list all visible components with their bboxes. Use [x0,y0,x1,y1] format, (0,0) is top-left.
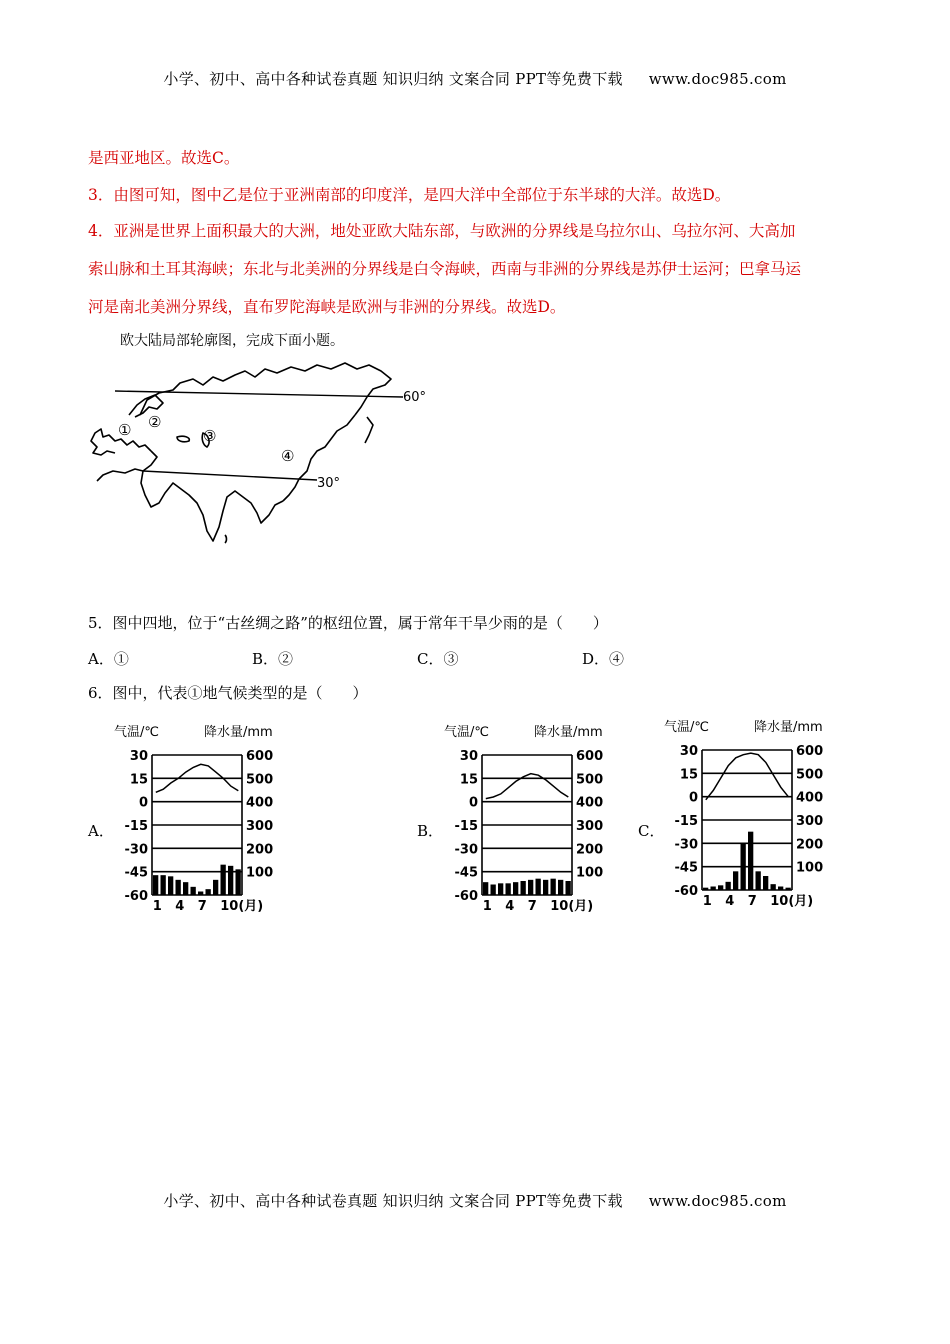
temp-tick-label: -15 [454,819,478,834]
temp-tick-label: 15 [679,767,698,783]
precip-tick-label: 100 [576,865,604,881]
map-marker-4: ④ [281,447,295,465]
precip-bar [498,883,503,895]
lat-label-30: 30° [317,476,341,491]
precip-bar [748,832,753,890]
month-tick-label: 10(月) [550,899,594,914]
month-tick-label: 1 [152,899,162,914]
precip-bar [513,882,518,895]
precip-bar [206,889,211,895]
precip-tick-label: 400 [246,795,274,811]
precip-tick-label: 100 [246,865,274,881]
map-intro: 欧大陆局部轮廓图，完成下面小题。 [120,333,344,349]
precip-bar [741,843,746,890]
precip-bar [153,875,158,895]
map-marker-2: ② [148,413,162,431]
precip-bar [756,871,761,890]
precip-bar [176,880,181,895]
precip-bar [236,869,241,895]
precip-bar [528,880,533,895]
precip-bar [771,884,776,890]
precip-axis-title: 降水量/mm [754,720,823,735]
precip-bar [213,880,218,895]
answer-line-5: 河是南北美洲分界线，直布罗陀海峡是欧洲与非洲的分界线。故选D。 [88,298,566,316]
precip-bar [483,882,488,895]
temp-tick-label: 15 [459,772,478,788]
month-tick-label: 10(月) [220,899,264,914]
answer-line-1: 是西亚地区。故选C。 [88,149,240,167]
month-tick-label: 1 [702,894,712,909]
map-outline-africa [97,451,157,481]
precip-axis-title: 降水量/mm [204,725,273,740]
footer-site-link[interactable]: www.doc985.com [648,1192,787,1210]
lat-label-60: 60° [403,390,427,405]
temp-tick-label: 0 [138,795,148,811]
temp-tick-label: 0 [688,790,698,806]
climate-chart-a [110,720,280,920]
temp-tick-label: -45 [124,865,148,881]
precip-bar [183,882,188,895]
q5-option-a[interactable]: A．① [88,650,129,668]
temp-tick-label: -60 [674,884,698,899]
precip-tick-label: 300 [796,814,824,829]
month-tick-label: 7 [197,899,207,914]
chart-a-letter[interactable]: A． [88,822,114,840]
q5-option-d[interactable]: D．④ [582,650,625,668]
temp-tick-label: -15 [674,814,698,829]
lat-line-30 [143,471,317,480]
q5-option-b[interactable]: B．② [252,650,294,668]
temp-tick-label: 30 [459,749,478,764]
precip-bar [558,880,563,895]
precip-bar [543,880,548,895]
temp-tick-label: -45 [454,865,478,881]
precip-bar [703,888,708,890]
precip-tick-label: 200 [796,837,824,853]
temp-tick-label: -60 [124,889,148,904]
precip-bar [726,882,731,890]
precip-bar [551,879,556,895]
footer-text: 小学、初中、高中各种试卷真题 知识归纳 文案合同 PPT等免费下载 [163,1192,623,1210]
precip-bar [191,887,196,895]
answer-line-4: 索山脉和土耳其海峡；东北与北美洲的分界线是白令海峡，西南与非洲的分界线是苏伊士运河；巴拿马运 [88,260,802,278]
temp-tick-label: 15 [129,772,148,788]
precip-bar [198,892,203,896]
header-site-link[interactable]: www.doc985.com [648,70,787,88]
precip-tick-label: 500 [796,767,824,783]
precip-axis-title: 降水量/mm [534,725,603,740]
month-tick-label: 7 [527,899,537,914]
precip-tick-label: 400 [576,795,604,811]
temp-axis-title: 气温/℃ [664,720,709,735]
page-footer [0,1190,950,1211]
month-tick-label: 1 [482,899,492,914]
precip-tick-label: 600 [576,749,604,764]
precip-bar [161,875,166,895]
precip-tick-label: 400 [796,790,824,806]
precip-bar [521,881,526,895]
temp-axis-title: 气温/℃ [444,725,489,740]
precip-bar [221,865,226,895]
temp-tick-label: -30 [674,837,698,853]
month-tick-label: 4 [175,899,185,914]
temp-tick-label: -15 [124,819,148,834]
question-6: 6．图中，代表①地气候类型的是（ ） [88,684,368,702]
temp-tick-label: -60 [454,889,478,904]
precip-bar [168,876,173,895]
precip-bar [711,887,716,891]
precip-tick-label: 500 [576,772,604,788]
precip-tick-label: 500 [246,772,274,788]
precip-bar [536,879,541,895]
question-5: 5．图中四地，位于“古丝绸之路”的枢纽位置，属于常年干旱少雨的是（ ） [88,614,608,632]
map-marker-3: ③ [203,427,217,445]
eurasia-map [85,355,445,555]
temperature-line [486,774,569,799]
climate-chart-c [660,715,830,915]
map-japan [365,417,373,443]
precip-tick-label: 600 [246,749,274,764]
precip-bar [733,871,738,890]
precip-bar [778,887,783,891]
precip-bar [491,885,496,896]
temp-tick-label: -45 [674,860,698,876]
temp-axis-title: 气温/℃ [114,725,159,740]
precip-tick-label: 300 [246,819,274,834]
month-tick-label: 10(月) [770,894,814,909]
map-marker-1: ① [118,421,132,439]
precip-bar [506,883,511,895]
map-black-sea [177,436,189,442]
precip-bar [566,881,571,895]
answer-line-3: 4．亚洲是世界上面积最大的大洲，地处亚欧大陆东部，与欧洲的分界线是乌拉尔山、乌拉尔河、大高加 [88,222,796,240]
q5-option-c[interactable]: C．③ [417,650,459,668]
precip-tick-label: 600 [796,744,824,759]
map-sri-lanka [225,535,227,543]
chart-b-letter[interactable]: B． [417,822,444,840]
climate-chart-b [440,720,610,920]
header-text: 小学、初中、高中各种试卷真题 知识归纳 文案合同 PPT等免费下载 [163,70,623,88]
temp-tick-label: 0 [468,795,478,811]
chart-c-letter[interactable]: C． [638,822,665,840]
precip-bar [228,866,233,895]
precip-tick-label: 200 [246,842,274,858]
answer-line-2: 3．由图可知，图中乙是位于亚洲南部的印度洋，是四大洋中全部位于东半球的大洋。故选D。 [88,186,731,204]
temp-tick-label: 30 [679,744,698,759]
precip-bar [763,876,768,890]
precip-tick-label: 100 [796,860,824,876]
map-outline-north [140,363,391,415]
precip-tick-label: 300 [576,819,604,834]
page-header [0,68,950,89]
temp-tick-label: 30 [129,749,148,764]
month-tick-label: 4 [725,894,735,909]
precip-bar [786,888,791,890]
precip-tick-label: 200 [576,842,604,858]
temp-tick-label: -30 [124,842,148,858]
temperature-line [706,753,789,800]
month-tick-label: 4 [505,899,515,914]
map-outline-south [141,471,283,541]
temp-tick-label: -30 [454,842,478,858]
precip-bar [718,885,723,890]
month-tick-label: 7 [747,894,757,909]
